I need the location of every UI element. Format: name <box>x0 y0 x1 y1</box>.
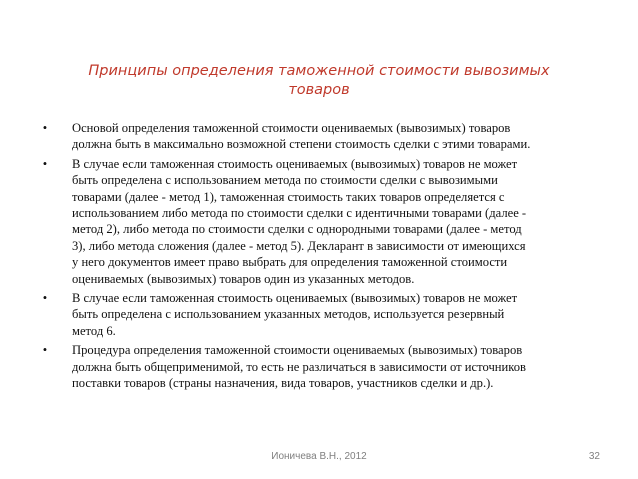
bullet-text-line: быть определена с использованием указанных методов, используется резервный <box>72 307 505 322</box>
bullet-icon: • <box>42 291 48 306</box>
bullet-text-line: Основой определения таможенной стоимости оцениваемых (вывозимых) товаров <box>72 121 511 135</box>
bullet-text-line: 3), либо метода сложения (далее - метод 5). Декларант в зависимости от имеющихся <box>72 238 526 253</box>
bullet-icon: • <box>42 156 48 171</box>
bullet-item-3 <box>40 290 610 339</box>
bullet-text-line: должна быть в максимально возможной степени стоимость сделки с этими товарами. <box>72 137 531 152</box>
bullet-text-line: у него документов имеет право выбрать для определения таможенной стоимости <box>72 255 508 270</box>
bullet-text-line: метод 6. <box>72 323 116 338</box>
bullet-text-line: использованием либо метода по стоимости сделки с идентичными товарами (далее - <box>72 206 527 221</box>
bullet-text-line: В случае если таможенная стоимость оцениваемых (вывозимых) товаров не может <box>72 291 518 306</box>
page-number: 32 <box>588 451 600 462</box>
bullet-list <box>40 120 610 395</box>
slide-title-line-2: товаров <box>288 82 350 98</box>
bullet-text-line: В случае если таможенная стоимость оцениваемых (вывозимых) товаров не может <box>72 156 518 171</box>
bullet-text-line: поставки товаров (страны назначения, вида товаров, участников сделки и др.). <box>72 376 494 391</box>
bullet-text-line: оцениваемых (вывозимых) товаров один из указанных методов. <box>72 271 415 286</box>
bullet-text-line: метод 2), либо метода по стоимости сделки с однородными товарами (далее - метод <box>72 222 522 237</box>
bullet-text-line: товарами (далее - метод 1), таможенная стоимость таких товаров определяется с <box>72 189 505 204</box>
bullet-text-line: должна быть общеприменимой, то есть не различаться в зависимости от источников <box>72 359 526 374</box>
slide-title <box>40 62 598 100</box>
bullet-text-line: быть определена с использованием метода по стоимости сделки с вывозимыми <box>72 173 498 188</box>
slide-title-line-1: Принципы определения таможенной стоимости вывозимых <box>88 63 550 79</box>
bullet-icon: • <box>42 121 48 135</box>
bullet-item-4 <box>40 342 610 391</box>
bullet-icon: • <box>42 343 48 358</box>
footer-author: Ионичева В.Н., 2012 <box>271 451 367 462</box>
bullet-item-2 <box>40 156 610 287</box>
bullet-item-1 <box>40 120 610 153</box>
bullet-text-line: Процедура определения таможенной стоимости оцениваемых (вывозимых) товаров <box>72 343 523 358</box>
